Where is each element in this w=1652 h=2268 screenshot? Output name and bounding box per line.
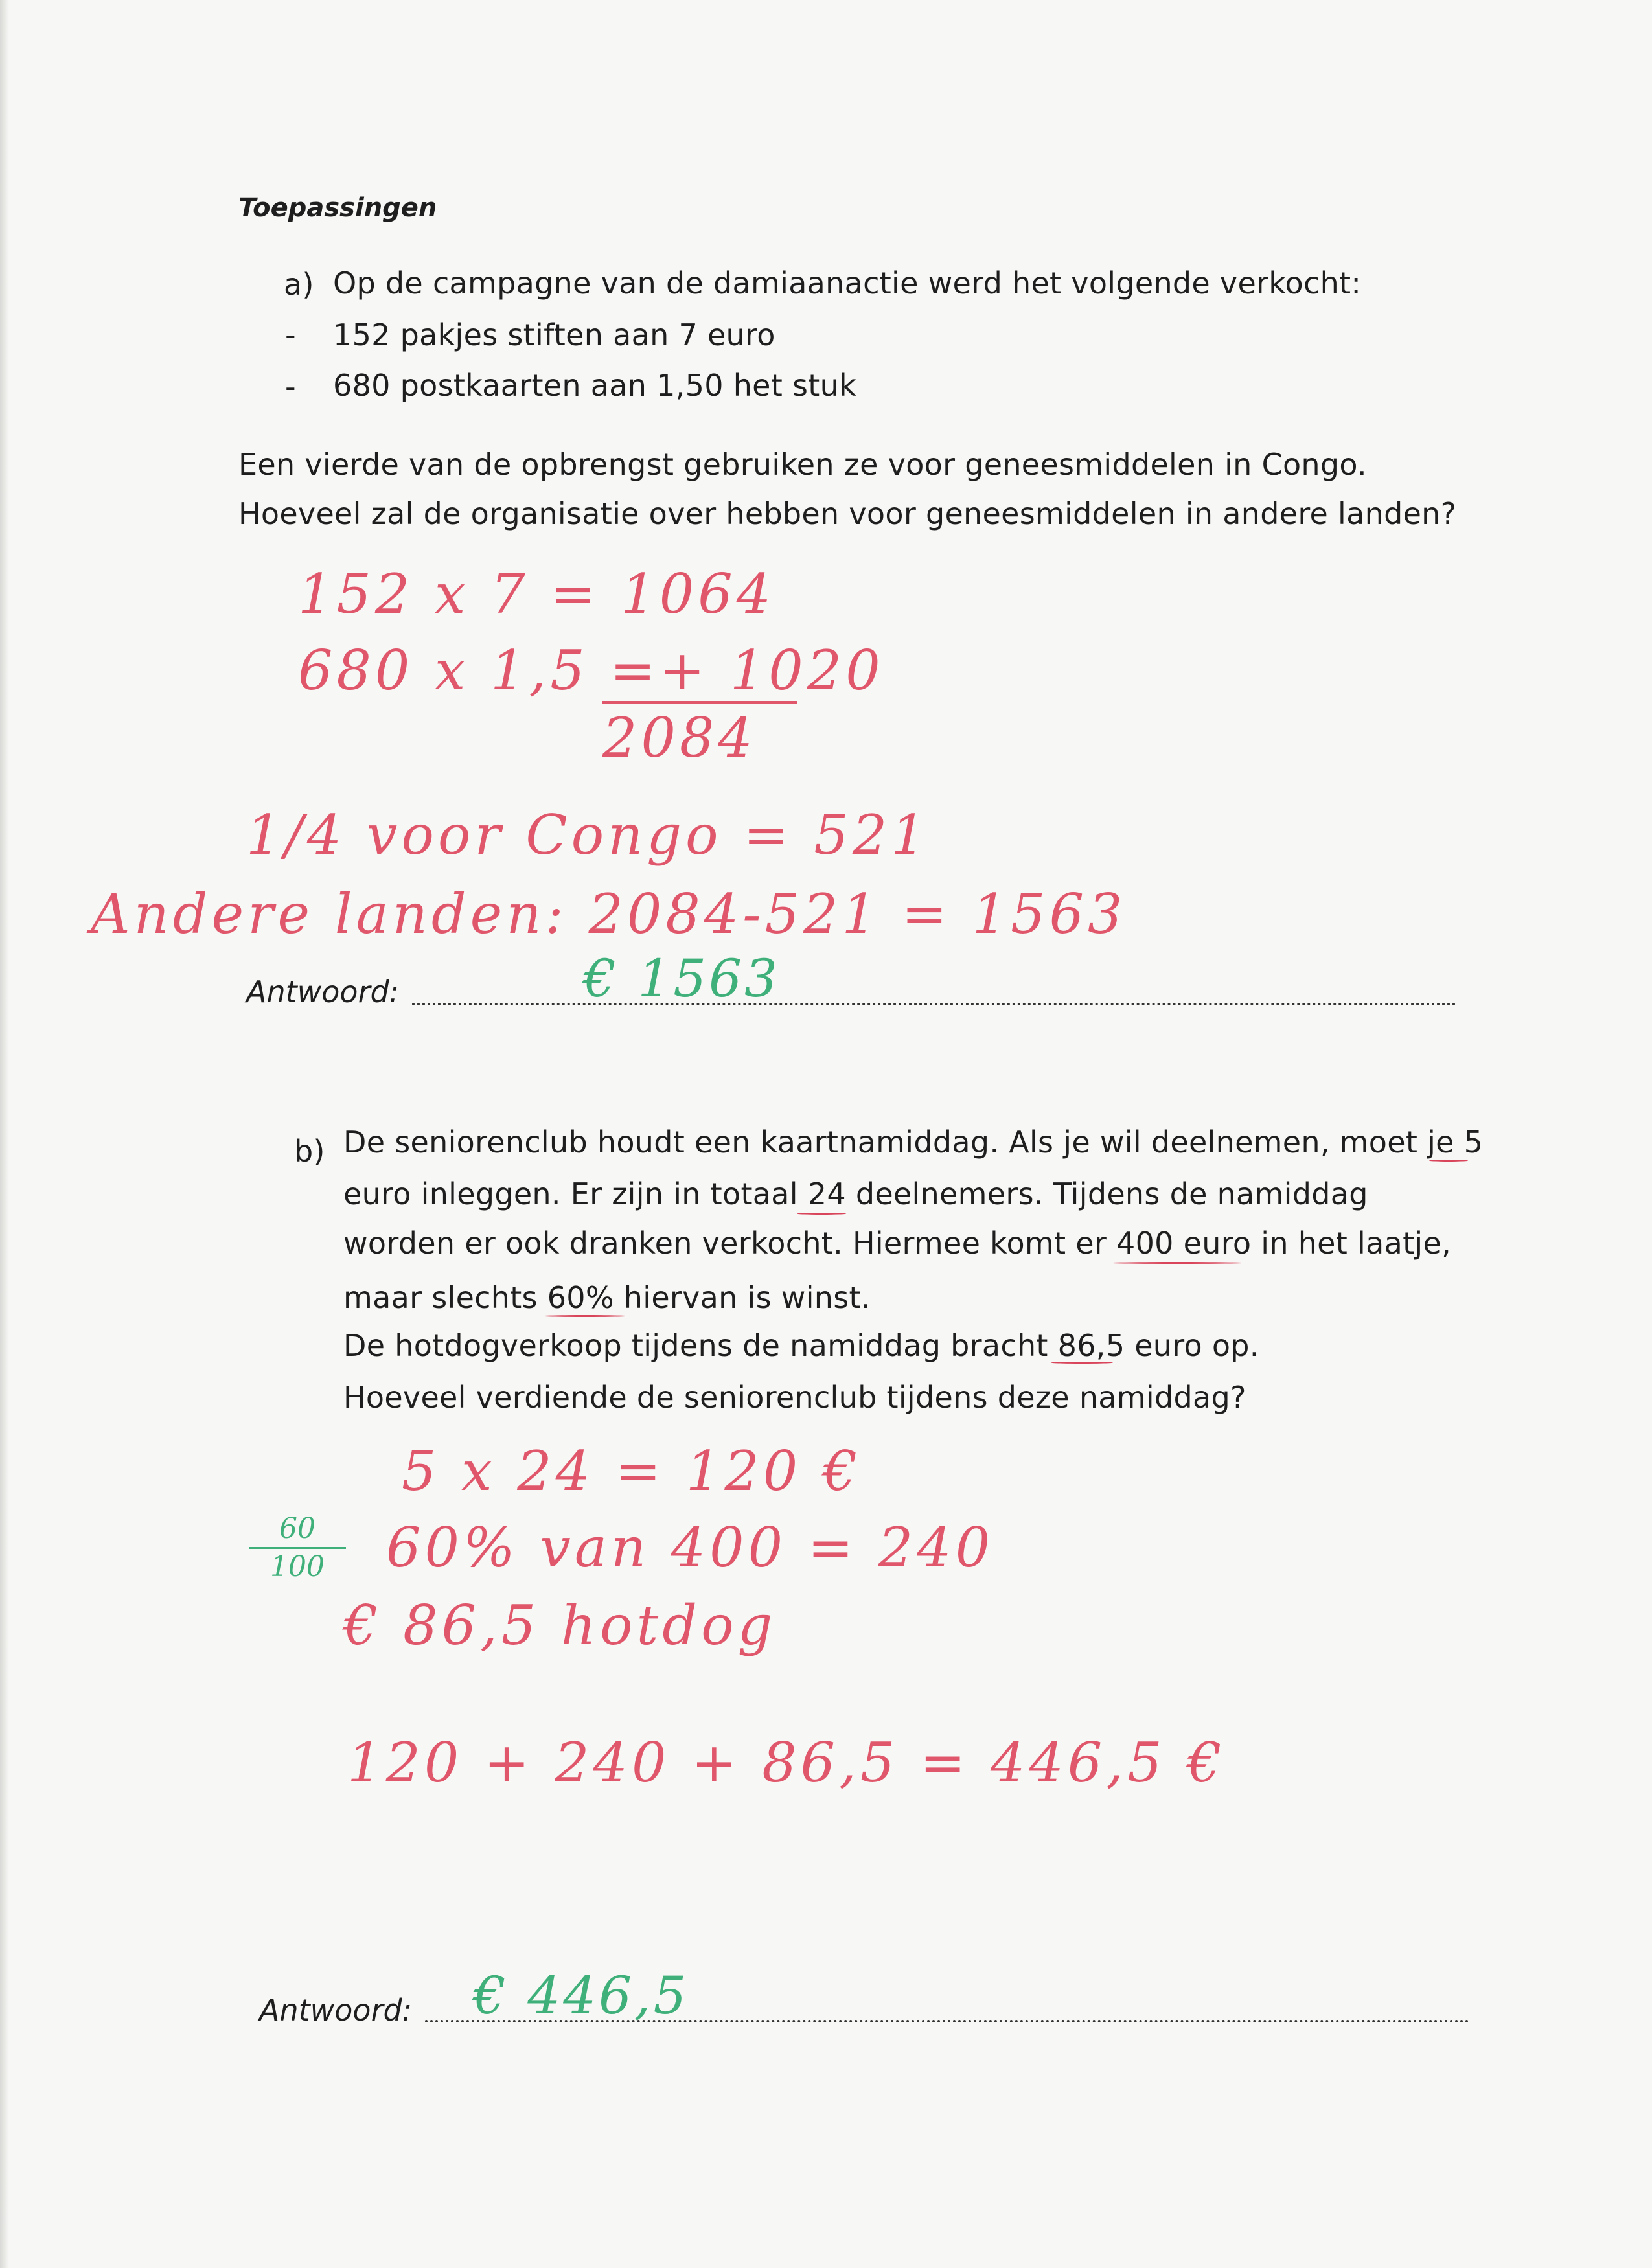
question-line: De seniorenclub houdt een kaartnamiddag. Als je wil deelnemen, moet je 5 [343, 1125, 1484, 1160]
handwritten-calc: 680 x 1,5 =+ 1020 [298, 639, 884, 702]
fraction-note [249, 1512, 346, 1583]
answer-label: Antwoord: [259, 1993, 413, 2028]
question-line: maar slechts 60% hiervan is winst. [343, 1280, 871, 1315]
handwritten-calc: € 86,5 hotdog [343, 1594, 777, 1657]
fraction-bar [249, 1547, 346, 1549]
handwritten-total: 2084 [602, 706, 757, 770]
underline-mark [797, 1213, 846, 1215]
question-line: De hotdogverkoop tijdens de namiddag bracht 86,5 euro op. [343, 1328, 1259, 1363]
part-a-intro: Op de campagne van de damiaanactie werd het volgende verkocht: [333, 266, 1362, 301]
handwritten-answer: € 1563 [583, 948, 780, 1009]
fraction-denominator: 100 [270, 1550, 325, 1583]
underline-mark [543, 1315, 627, 1317]
question-line: worden er ook dranken verkocht. Hiermee komt er 400 euro in het laatje, [343, 1226, 1452, 1261]
answer-dotted-line [412, 1003, 1456, 1005]
underline-mark [1429, 1160, 1468, 1162]
list-bullet: - [285, 369, 296, 404]
handwritten-calc: 1/4 voor Congo = 521 [246, 803, 930, 867]
underline-mark [1051, 1362, 1113, 1364]
handwritten-calc: Andere landen: 2084-521 = 1563 [91, 882, 1127, 946]
part-b-label: b) [294, 1134, 325, 1169]
part-a-label: a) [284, 267, 314, 302]
question-line: Een vierde van de opbrengst gebruiken ze voor geneesmiddelen in Congo. [238, 447, 1367, 482]
scan-edge-shadow [0, 0, 9, 2268]
page-heading: Toepassingen [238, 193, 437, 223]
sum-line [602, 701, 797, 704]
question-line: Hoeveel verdiende de seniorenclub tijdens deze namiddag? [343, 1380, 1246, 1415]
handwritten-calc: 152 x 7 = 1064 [298, 562, 775, 626]
handwritten-calc: 120 + 240 + 86,5 = 446,5 € [347, 1731, 1226, 1794]
list-item: 680 postkaarten aan 1,50 het stuk [333, 368, 857, 403]
list-item: 152 pakjes stiften aan 7 euro [333, 317, 775, 352]
list-bullet: - [285, 317, 296, 352]
handwritten-answer: € 446,5 [473, 1965, 689, 2026]
fraction-numerator: 60 [279, 1512, 315, 1545]
question-line: Hoeveel zal de organisatie over hebben voor geneesmiddelen in andere landen? [238, 496, 1457, 531]
handwritten-calc: 5 x 24 = 120 € [402, 1439, 862, 1503]
underline-mark [1109, 1262, 1245, 1264]
handwritten-calc: 60% van 400 = 240 [386, 1516, 994, 1579]
question-line: euro inleggen. Er zijn in totaal 24 deelnemers. Tijdens de namiddag [343, 1176, 1368, 1211]
answer-label: Antwoord: [246, 974, 400, 1009]
